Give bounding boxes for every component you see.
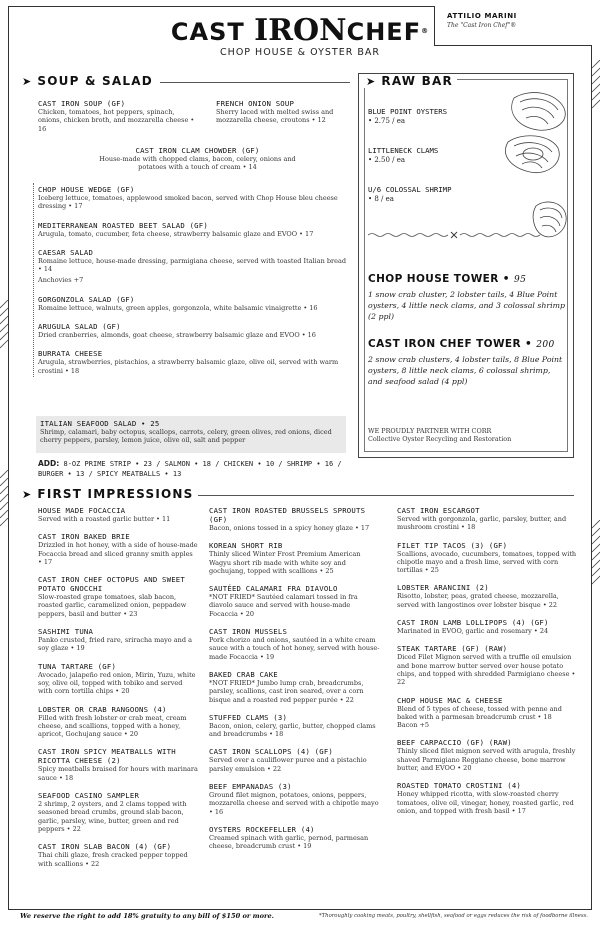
menu-item <box>38 349 350 375</box>
raw-item-title: U/6 COLOSSAL SHRIMP <box>368 185 452 194</box>
add-label: ADD: <box>38 459 60 468</box>
item-title: CAST IRON SLAB BACON (4) (GF) <box>38 842 172 852</box>
item-desc: Dried cranberries, almonds, goat cheese, strawberry balsamic glaze and EVOO • 16 <box>38 331 316 340</box>
item-title: STEAK TARTARE (GF) (RAW) <box>397 644 508 654</box>
menu-item <box>397 583 577 609</box>
item-desc: Bacon, onions tossed in a spicy honey glaze • 17 <box>209 524 370 532</box>
menu-item <box>38 627 198 653</box>
item-desc: Chicken, tomatoes, hot peppers, spinach, onions, chicken broth, and mozzarella cheese • 16 <box>38 108 195 133</box>
item-title: CAST IRON MUSSELS <box>209 627 288 637</box>
item-desc: Iceberg lettuce, tomatoes, applewood smoked bacon, served with Chop House bleu cheese dressing • 17 <box>38 194 338 211</box>
item-desc: Panko crusted, fried rare, sriracha mayo and a soy glaze • 19 <box>38 636 192 653</box>
tower-desc: 1 snow crab cluster, 2 lobster tails, 4 Blue Point oysters, 4 little neck clams, and 3 colossal shrimp (2 ppl) <box>368 290 565 321</box>
logo-word-cast: CAST <box>170 18 245 46</box>
item-extra: Bacon +5 <box>397 721 430 730</box>
item-desc: Diced Filet Mignon served with a truffle oil emulsion and bone marrow butter served over house potato chips, and topped with shredded Parmigiano cheese • 22 <box>397 653 576 687</box>
raw-item-blue-point <box>368 107 447 126</box>
raw-item-littleneck <box>368 146 438 165</box>
item-title: ARUGULA SALAD (GF) <box>38 322 121 332</box>
salad-bracket <box>33 183 34 377</box>
item-desc: Scallions, avocado, cucumbers, tomatoes, topped with chipotle mayo and a fresh lime, served with corn tortillas • 25 <box>397 549 577 575</box>
item-title: GORGONZOLA SALAD (GF) <box>38 294 135 304</box>
item-title: STUFFED CLAMS (3) <box>209 712 288 722</box>
item-desc: Filled with fresh lobster or crab meat, cream cheese, and scallions, topped with a honey, apricot, Gochujang sauce • 20 <box>38 713 187 739</box>
partner-line-1: WE PROUDLY PARTNER WITH CORR <box>368 427 492 435</box>
item-title: ROASTED TOMATO CROSTINI (4) <box>397 781 522 791</box>
raw-item-title: LITTLENECK CLAMS <box>368 146 439 155</box>
menu-item <box>209 506 381 532</box>
stripes-left-decoration <box>0 300 22 380</box>
italian-seafood-salad <box>36 416 346 453</box>
item-desc: Sherry laced with melted swiss and mozzarella cheese, croutons • 12 <box>216 108 334 125</box>
logo-registered-mark: ® <box>421 27 430 35</box>
menu-item <box>209 584 381 618</box>
item-title: HOUSE MADE FOCACCIA <box>38 506 126 515</box>
arrow-right-icon: ➤ <box>22 74 33 88</box>
item-title: CAST IRON ESCARGOT <box>397 506 480 515</box>
item-desc: Ground filet mignon, potatoes, onions, peppers, mozzarella cheese and served with a chipotle mayo • 16 <box>209 791 379 816</box>
raw-bar-heading <box>362 74 457 88</box>
item-title: BAKED CRAB CAKE <box>209 669 278 679</box>
menu-item <box>397 781 577 815</box>
menu-item <box>38 842 198 868</box>
chef-title: The "Cast Iron Chef"® <box>447 22 517 29</box>
food-safety-note: *Thoroughly cooking meats, poultry, shellfish, seafood or eggs reduces the risk of foodborne illness. <box>318 913 588 919</box>
item-desc: Drizzled in hot honey, with a side of house-made Focaccia bread and sliced granny smith apples • 17 <box>38 541 198 566</box>
salad-list <box>38 185 350 384</box>
item-title: BEEF EMPANADAS (3) <box>209 782 292 792</box>
raw-bar-title: RAW BAR <box>381 74 453 88</box>
squiggle-divider <box>368 230 558 240</box>
item-desc: Risotto, lobster, peas, grated cheese, mozzarella, served with langostinos over lobster bisque • 22 <box>397 592 559 609</box>
raw-item-title: BLUE POINT OYSTERS <box>368 107 448 116</box>
item-desc: Thinly sliced filet mignon served with arugula, freshly shaved Parmigiano Reggiano cheese, bone marrow butter, and EVOO • 20 <box>397 747 576 773</box>
menu-item <box>209 627 381 661</box>
item-desc: Slow-roasted grape tomatoes, slab bacon, roasted garlic, caramelized onion, peppadew peppers, basil and butter • 23 <box>38 593 187 618</box>
item-title: CAST IRON BAKED BRIE <box>38 532 130 542</box>
item-desc: Arugula, strawberries, pistachios, a strawberry balsamic glaze, olive oil, served with warm crostini • 18 <box>38 358 339 375</box>
item-desc: Thinly sliced Winter Frost Premium American Wagyu short rib made with white soy and gochujang, topped with scallions • 25 <box>209 550 361 575</box>
menu-item <box>38 322 350 339</box>
menu-item <box>209 670 381 704</box>
first-col-2 <box>209 506 381 860</box>
tower-title <box>368 273 566 287</box>
item-desc: Bacon, onion, celery, garlic, butter, chopped clams and breadcrumbs • 18 <box>209 721 376 739</box>
item-title: CHOP HOUSE WEDGE (GF) <box>38 185 135 194</box>
item-title: CAST IRON CHEF OCTOPUS AND SWEET POTATO GNOCCHI <box>38 575 185 594</box>
menu-item <box>38 747 198 782</box>
item-desc: Arugula, tomato, cucumber, feta cheese, strawberry balsamic glaze and EVOO • 17 <box>38 229 314 238</box>
gratuity-note: We reserve the right to add 18% gratuity to any bill of $150 or more. <box>20 912 274 920</box>
item-title: KOREAN SHORT RIB <box>209 541 283 551</box>
item-desc: Pork chorizo and onions, sautéed in a white cream sauce with a touch of hot honey, served with house-made Focaccia • 19 <box>209 636 380 661</box>
menu-item <box>38 662 198 696</box>
item-title: FILET TIP TACOS (3) (GF) <box>397 540 508 550</box>
menu-item <box>38 185 350 211</box>
item-title: SASHIMI TUNA <box>38 627 94 637</box>
item-title: CAST IRON LAMB LOLLIPOPS (4) (GF) <box>397 618 549 628</box>
item-desc: Romaine lettuce, house-made dressing, parmigiana cheese, served with toasted Italian bread • 14 <box>38 256 347 274</box>
oyster-illustration <box>500 86 572 186</box>
menu-item <box>38 532 198 566</box>
item-desc: Avocado, jalapeño red onion, Mirin, Yuzu, white soy, olive oil, topped with tobiko and served with corn tortilla chips • 20 <box>38 670 196 696</box>
item-desc: *NOT FRIED* Sautéed calamari tossed in fra diavolo sauce and served with house-made Focaccia • 20 <box>209 593 358 618</box>
item-desc: Served over a cauliflower puree and a pistachio parsley emulsion • 22 <box>209 756 367 773</box>
item-desc: 2 shrimp, 2 oysters, and 2 clams topped with seasoned bread crumbs, ground slab bacon, garlic, parsley, wine, butter, green and red peppers • 22 <box>38 800 187 833</box>
menu-item <box>209 782 381 816</box>
menu-item <box>38 705 198 739</box>
item-title: BEEF CARPACCIO (GF) (RAW) <box>397 738 512 748</box>
item-title: ITALIAN SEAFOOD SALAD • 25 <box>40 419 160 428</box>
item-title: CHOP HOUSE MAC & CHEESE <box>397 695 503 705</box>
first-impressions-title: FIRST IMPRESSIONS <box>37 487 194 501</box>
item-desc: Thai chili glaze, fresh cracked pepper topped with scallions • 22 <box>38 851 188 868</box>
chef-name: ATTILIO MARINI <box>447 12 517 20</box>
menu-item <box>397 738 577 772</box>
tower-title <box>368 338 566 352</box>
logo-subtitle: CHOP HOUSE & OYSTER BAR <box>220 47 380 58</box>
raw-item-price: • 2.50 / ea <box>368 156 406 164</box>
item-title: LOBSTER OR CRAB RANGOONS (4) <box>38 704 167 714</box>
add-text: 8-OZ PRIME STRIP • 23 / SALMON • 18 / CHICKEN • 10 / SHRIMP • 16 / BURGER • 13 / SPICY MEATBALLS • 13 <box>38 460 342 478</box>
chop-house-tower <box>368 273 566 322</box>
soup-item-chowder <box>90 146 305 172</box>
item-title: CAST IRON SOUP (GF) <box>38 99 126 108</box>
tower-desc: 2 snow crab clusters, 4 lobster tails, 8 Blue Point oysters, 8 little neck clams, 6 colossal shrimp, and seafood salad (4 ppl) <box>368 355 563 386</box>
tower-title-text: CAST IRON CHEF TOWER • <box>368 338 533 350</box>
logo-word-iron: IRON <box>254 13 347 48</box>
item-desc: Served with a roasted garlic butter • 11 <box>38 515 171 523</box>
item-desc: Served with gorgonzola, garlic, parsley, butter, and mushroom crostini • 18 <box>397 515 567 532</box>
item-desc: Spicy meatballs braised for hours with marinara sauce • 18 <box>38 765 198 782</box>
arrow-right-icon: ➤ <box>366 74 377 88</box>
soup-salad-rule <box>160 82 350 83</box>
add-ons <box>38 459 350 479</box>
item-title: TUNA TARTARE (GF) <box>38 661 117 671</box>
menu-item <box>397 696 577 730</box>
item-title: BURRATA CHEESE <box>38 349 103 359</box>
item-title: SAUTÉED CALAMARI FRA DIAVOLO <box>209 584 338 594</box>
stripes-left-bottom-decoration <box>0 470 22 560</box>
item-desc: Romaine lettuce, walnuts, green apples, gorgonzola, white balsamic vinaigrette • 16 <box>38 303 318 312</box>
menu-item <box>209 713 381 739</box>
item-title: OYSTERS ROCKEFELLER (4) <box>209 824 315 834</box>
menu-item <box>397 644 577 686</box>
menu-item <box>209 541 381 575</box>
item-extra: Anchovies +7 <box>38 276 84 285</box>
soup-item-cast-iron <box>38 99 200 133</box>
menu-item <box>38 295 350 312</box>
item-title: CAST IRON CLAM CHOWDER (GF) <box>135 146 260 155</box>
stripes-right-decoration <box>584 60 600 150</box>
item-desc: Creamed spinach with garlic, pernod, parmesan cheese, breadcrumb crust • 19 <box>209 833 369 851</box>
menu-item <box>38 575 198 618</box>
cast-iron-chef-tower <box>368 338 566 387</box>
item-title: CAST IRON SPICY MEATBALLS WITH RICOTTA CHEESE (2) <box>38 747 176 766</box>
tower-price: 200 <box>536 340 555 350</box>
raw-item-price: • 8 / ea <box>368 195 394 203</box>
item-title: CAESAR SALAD <box>38 247 94 257</box>
menu-item <box>38 506 198 523</box>
item-title: MEDITERRANEAN ROASTED BEET SALAD (GF) <box>38 220 208 230</box>
tower-price: 95 <box>513 275 527 285</box>
item-desc: Marinated in EVOO, garlic and rosemary • 24 <box>397 627 549 636</box>
first-impressions-heading <box>22 487 193 501</box>
partner-note <box>368 427 566 443</box>
menu-item <box>209 747 381 773</box>
menu-item <box>397 506 577 532</box>
raw-item-price: • 2.75 / ea <box>368 117 406 125</box>
menu-item <box>38 791 198 833</box>
item-title: SEAFOOD CASINO SAMPLER <box>38 791 140 801</box>
soup-salad-heading <box>22 74 153 88</box>
soup-item-french-onion <box>216 99 351 125</box>
soup-salad-title: SOUP & SALAD <box>37 74 153 88</box>
item-title: LOBSTER ARANCINI (2) <box>397 583 489 593</box>
stripes-right-bottom-decoration <box>584 520 600 640</box>
item-title: CAST IRON ROASTED BRUSSELS SPROUTS (GF) <box>209 506 366 524</box>
item-desc: Blend of 5 types of cheese, tossed with penne and baked with a parmesan breadcrumb crust • 18 <box>397 704 562 721</box>
item-desc: *NOT FRIED* Jumbo lump crab, breadcrumbs, parsley, scallions, cast iron seared, over a corn bisque and a roasted red pepper purée • 22 <box>209 678 364 704</box>
logo-word-chef: CHEF <box>346 18 422 46</box>
item-desc: Shrimp, calamari, baby octopus, scallops, carrots, celery, green olives, red onions, diced cherry peppers, parsley, lemon juice, olive oil, salt and pepper <box>40 428 332 445</box>
menu-item <box>38 221 350 238</box>
first-impressions-rule <box>198 495 574 496</box>
arrow-right-icon: ➤ <box>22 487 33 501</box>
item-desc: Honey whipped ricotta, with slow-roasted cherry tomatoes, olive oil, vinegar, honey, roasted garlic, red onion, and topped with fresh basil • 17 <box>397 790 574 815</box>
item-title: FRENCH ONION SOUP <box>216 99 295 108</box>
item-title: CAST IRON SCALLOPS (4) (GF) <box>209 747 334 757</box>
tower-title-text: CHOP HOUSE TOWER • <box>368 273 510 285</box>
first-col-1 <box>38 506 198 877</box>
menu-item <box>38 248 350 285</box>
menu-item <box>397 618 577 635</box>
raw-item-shrimp <box>368 185 451 204</box>
partner-line-2: Collective Oyster Recycling and Restoration <box>368 435 512 443</box>
first-col-3 <box>397 506 577 824</box>
item-desc: House-made with chopped clams, bacon, celery, onions and potatoes with a touch of cream • 14 <box>99 155 296 172</box>
menu-item <box>209 825 381 851</box>
menu-item <box>397 541 577 575</box>
